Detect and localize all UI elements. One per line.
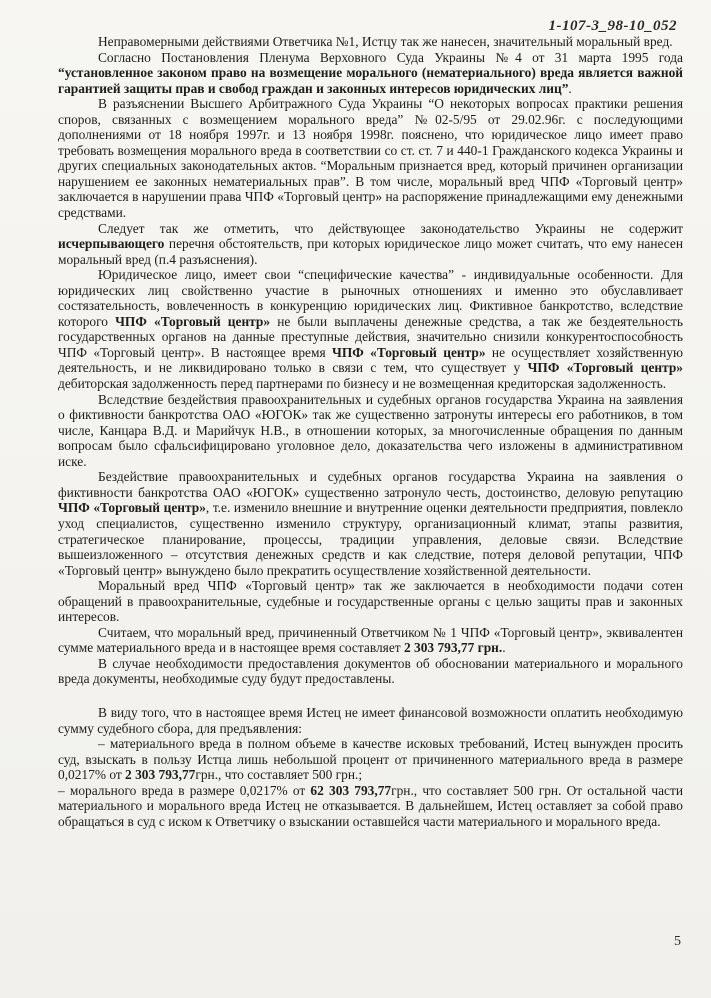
text-run: дебиторская задолженность перед партнерами по бизнесу и не возмещенная кредиторская задолженность. — [58, 376, 667, 392]
bold-text-run: ЧПФ «Торговый центр» — [115, 313, 271, 329]
text-run: Неправомерными действиями Ответчика №1, Истцу так же нанесен, значительный моральный вред. — [98, 34, 673, 49]
paragraph — [58, 578, 683, 625]
text-run: Вследствие бездействия правоохранительных и судебных органов государства Украина на заявления о фиктивности банкротства ОАО «ЮГОК» так же существенно затронуты интересы его работников, в том числе, Канцара В.Д. и Марийчук Н.В., в отношении которых, за многочисленные обращения по данным вопросам было сфальсифицировано уголовное дело, доказательства чего изложены в административном иске. — [58, 391, 683, 469]
text-run: В разъяснении Высшего Арбитражного Суда Украины “О некоторых вопросах практики решения споров, связанных с возмещением морального вреда” №02-5/95 от 29.02.96г. с последующими дополнениями от 18 ноября 1997г. и 13 ноября 1998г. пояснено, что юридическое лицо имеет право требовать возмещения морального вреда в соответствии со ст. ст. 7 и 440-1 Гражданского кодекса Украины и других специальных законодательных актов. “Моральным признается вред, который причинен организации нарушением ее законных нематериальных прав”. В том числе, моральный вред ЧПФ «Торговый центр» заключается в нарушении права ЧПФ «Торговый центр» на распоряжение принадлежащими ему денежными средствами. — [58, 96, 683, 221]
paragraph — [58, 392, 683, 470]
text-run: не были выплачены денежные средства, а так же бездеятельность государственных органов на данные преступные действия, значительно снизили конкурентоспособность ЧПФ «Торговый центр». В настоящее время — [58, 313, 684, 360]
text-run: Юридическое лицо, имеет свои “специфические качества” - индивидуальные особенности. Для юридических лиц свойственно участие в рыночных отношениях и именно это обуславливает состязательность, вовлеченность в конкуренцию юридических лиц. Фиктивное банкротство, вследствие которого — [58, 267, 683, 329]
text-run: В виду того, что в настоящее время Истец не имеет финансовой возможности оплатить необходимую сумму судебного сбора, для предъявления: — [58, 704, 683, 736]
text-run: Моральный вред ЧПФ «Торговый центр» так же заключается в необходимости подачи сотен обращений в правоохранительные, судебные и государственные органы с целью защиты прав и законных интересов. — [58, 578, 683, 625]
paragraph — [58, 221, 683, 268]
document-body — [58, 34, 683, 829]
paragraph — [58, 625, 683, 656]
text-run: , т.е. изменило внешние и внутренние оценки деятельности предприятия, повлекло уход специалистов, существенно изменило структуру, организационный климат, этапы развития, стратегическое планирование, процессы, традиции управления, деловые связи. Вследствие вышеизложенного – отсутствия денежных средств и как следствие, потеря деловой репутации, ЧПФ «Торговый центр» вынуждено было прекратить осуществление хозяйственной деятельности. — [58, 500, 683, 578]
document-code-stamp: 1-107-3_98-10_052 — [548, 18, 677, 34]
paragraph — [58, 50, 683, 97]
bold-text-run: “установленное законом право на возмещение морального (нематериального) вреда является важной гарантией защиты прав и свобод граждан и законных интересов юридических лиц” — [58, 65, 683, 96]
text-run: – материального вреда в полном объеме в качестве исковых требований, Истец вынужден просить суд, взыскать в пользу Истца лишь небольшой процент от причиненного материального вреда в размере 0,0217% от — [58, 736, 683, 783]
text-run: Согласно Постановления Пленума Верховного Суда Украины №4 от 31 марта 1995 года — [98, 49, 683, 65]
bold-text-run: ЧПФ «Торговый центр» — [332, 344, 486, 360]
text-run: грн., что составляет 500 грн.; — [195, 767, 363, 783]
text-run: Бездействие правоохранительных и судебных органов государства Украина на заявления о фиктивности банкротства ОАО «ЮГОК» существенно затронуло честь, достоинство, деловую репутацию — [58, 469, 683, 500]
bold-text-run: 2 303 793,77 грн. — [403, 640, 503, 656]
bold-text-run: ЧПФ «Торговый центр» — [527, 360, 683, 376]
text-run: . — [568, 80, 572, 96]
text-run: грн., что составляет 500 грн. От остальной части материального и морального вреда Истец не отказывается. В дальнейшем, Истец оставляет за собой право обращаться в суд с иском к Ответчику о взыскании оставшейся части материального и морального вреда. — [58, 782, 683, 829]
paragraph — [58, 34, 683, 50]
text-run: . — [502, 640, 506, 656]
text-run: – морального вреда в размере 0,0217% от — [58, 782, 311, 798]
paragraph — [58, 267, 683, 391]
paragraph — [58, 705, 683, 736]
list-item — [58, 736, 683, 783]
bold-text-run: исчерпывающего — [58, 236, 165, 252]
paragraph — [58, 96, 683, 220]
paragraph — [58, 656, 683, 687]
text-run: В случае необходимости предоставления документов об обосновании материального и морального вреда документы, необходимые суду будут предоставлены. — [58, 655, 683, 687]
paragraph — [58, 469, 683, 578]
text-run: не осуществляет хозяйственную деятельность, и не ликвидировано только в связи с тем, что существует у — [58, 344, 683, 376]
page-number: 5 — [674, 934, 681, 949]
bold-text-run: 62 303 793,77 — [310, 782, 392, 798]
text-run: Считаем, что моральный вред, причиненный Ответчиком № 1 ЧПФ «Торговый центр», эквивалентен сумме материального вреда и в настоящее время составляет — [58, 624, 683, 656]
bold-text-run: 2 303 793,77 — [125, 767, 196, 783]
text-run: Следует так же отметить, что действующее законодательство Украины не содержит — [98, 220, 683, 236]
list-item — [58, 783, 683, 830]
text-run: перечня обстоятельств, при которых юридическое лицо может считать, что ему нанесен моральный вред (п.4 разъяснения). — [58, 236, 683, 267]
bold-text-run: ЧПФ «Торговый центр» — [58, 500, 206, 516]
